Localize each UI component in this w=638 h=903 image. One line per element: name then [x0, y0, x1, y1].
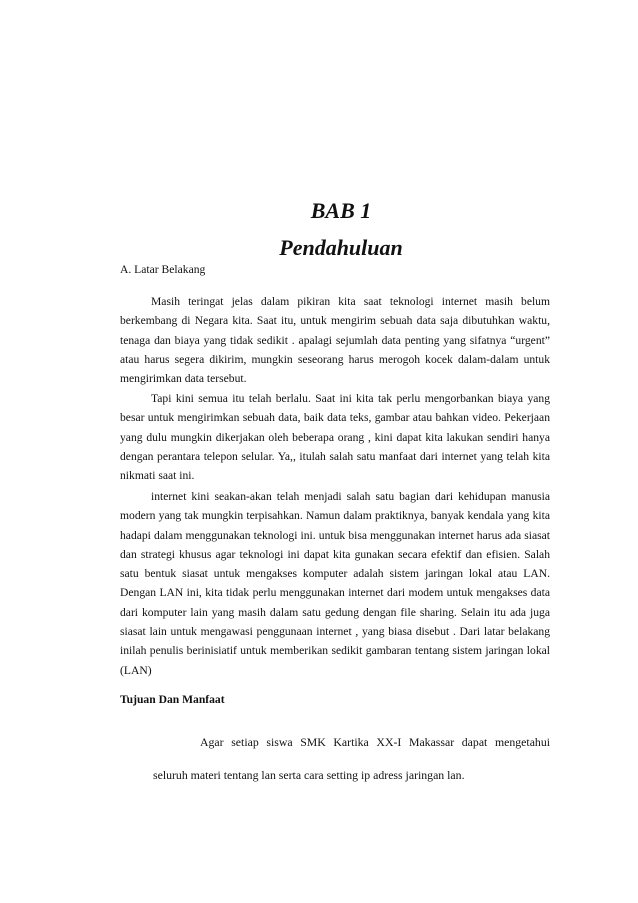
- section-label-latar-belakang: A. Latar Belakang: [120, 263, 206, 276]
- chapter-title: Pendahuluan: [279, 235, 403, 260]
- paragraph-2: Tapi kini semua itu telah berlalu. Saat ini kita tak perlu mengorbankan biaya yang besar untuk mengirimkan sebuah data, baik data teks, gambar atau bahkan video. Pekerjaan yang dulu mungkin dikerjakan oleh beberapa orang , kini dapat kita lakukan sendiri hanya dengan perantara telepon selular. Ya,, itulah salah satu manfaat dari internet yang telah kita nikmati saat ini.: [120, 392, 550, 483]
- goal-line-1: Agar setiap siswa SMK Kartika XX-I Makassar dapat mengetahui: [200, 735, 550, 749]
- goal-line-2: seluruh materi tentang lan serta cara setting ip adress jaringan lan.: [153, 768, 465, 782]
- paragraph-1: Masih teringat jelas dalam pikiran kita saat teknologi internet masih belum berkembang di Negara kita. Saat itu, untuk mengirim sebuah data saja dibutuhkan waktu, tenaga dan biaya yang tidak sedikit . apalagi sejumlah data penting yang sifatnya “urgent” atau harus segera dikirim, mungkin seseorang harus merogoh kocek dalam-dalam untuk mengirimkan data tersebut.: [120, 295, 550, 386]
- paragraph-3: internet kini seakan-akan telah menjadi salah satu bagian dari kehidupan manusia modern yang tak mungkin terpisahkan. Namun dalam praktiknya, banyak kendala yang kita hadapi dalam menggunakan teknologi ini. untuk bisa menggunakan internet harus ada siasat dan strategi khusus agar teknologi ini dapat kita gunakan secara efektif dan efisien. Salah satu bentuk siasat untuk mengakses komputer adalah sistem jaringan lokal atau LAN. Dengan LAN ini, kita tidak perlu menggunakan internet dari modem untuk mengakses data dari komputer lain yang masih dalam satu gedung dengan file sharing. Selain itu ada juga siasat lain untuk mengawasi penggunaan internet , yang biasa disebut . Dari latar belakang inilah penulis berinisiatif untuk memberikan sedikit gambaran tentang sistem jaringan lokal (LAN): [120, 490, 550, 677]
- section-heading-tujuan: Tujuan Dan Manfaat: [120, 693, 225, 706]
- chapter-number: BAB 1: [310, 198, 372, 223]
